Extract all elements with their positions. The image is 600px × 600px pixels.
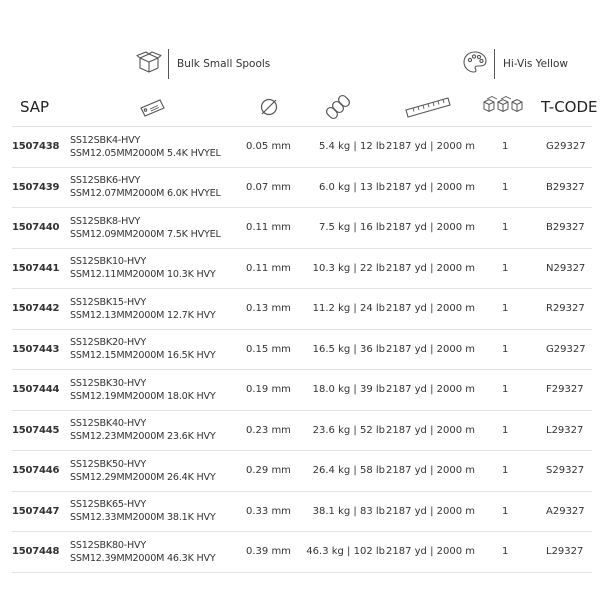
table-row [12,126,592,167]
diameter-value: 0.13 mm [246,303,291,315]
sap-number: 1507440 [12,222,60,234]
breaking-strength-value: 46.3 kg | 102 lb [306,546,385,558]
breaking-strength-value: 5.4 kg | 12 lb [319,141,385,153]
tcode-value: B29327 [546,222,585,234]
boxes-icon [482,94,526,120]
sap-number: 1507444 [12,384,60,396]
product-description [70,208,221,248]
product-detail: SSM12.19MM2000M 18.0K HVY [70,390,216,402]
table-row [12,450,592,491]
quantity-value: 1 [502,546,509,558]
quantity-value: 1 [502,465,509,477]
tcode-value: S29327 [546,465,585,477]
table-row [12,491,592,532]
top-badges [0,48,600,80]
tcode-value: N29327 [546,262,586,274]
breaking-strength-value: 18.0 kg | 39 lb [312,384,385,396]
product-description [70,168,221,208]
product-description [70,411,216,451]
product-code: SS12SBK50-HVY [70,458,147,470]
length-value: 2187 yd | 2000 m [386,546,475,558]
table-row [12,167,592,208]
sap-number: 1507442 [12,303,60,315]
product-description [70,451,216,491]
product-detail: SSM12.05MM2000M 5.4K HVYEL [70,147,221,159]
table-row [12,369,592,410]
breaking-strength-value: 38.1 kg | 83 lb [312,505,385,517]
product-code: SS12SBK20-HVY [70,337,147,349]
diameter-value: 0.39 mm [246,546,291,558]
hi-vis-yellow-label: Hi-Vis Yellow [503,58,568,70]
product-code: SS12SBK15-HVY [70,296,147,308]
quantity-value: 1 [502,384,509,396]
product-description [70,532,216,572]
table-row [12,248,592,289]
table-row [12,329,592,370]
length-value: 2187 yd | 2000 m [386,424,475,436]
length-value: 2187 yd | 2000 m [386,384,475,396]
breaking-strength-value: 10.3 kg | 22 lb [312,262,385,274]
diameter-value: 0.07 mm [246,181,291,193]
quantity-value: 1 [502,505,509,517]
diameter-icon [257,94,281,122]
product-detail: SSM12.11MM2000M 10.3K HVY [70,269,216,281]
table-row [12,207,592,248]
product-code: SS12SBK80-HVY [70,539,147,551]
product-description [70,492,216,532]
length-value: 2187 yd | 2000 m [386,262,475,274]
sap-number: 1507447 [12,505,60,517]
table-row [12,531,592,573]
product-detail: SSM12.13MM2000M 12.7K HVY [70,309,216,321]
product-description [70,370,216,410]
quantity-value: 1 [502,303,509,315]
product-code: SS12SBK40-HVY [70,418,147,430]
product-detail: SSM12.29MM2000M 26.4K HVY [70,471,216,483]
product-description [70,289,216,329]
breaking-strength-value: 26.4 kg | 58 lb [312,465,385,477]
product-detail: SSM12.23MM2000M 23.6K HVY [70,431,216,443]
tcode-value: B29327 [546,181,585,193]
label-tag-icon [138,94,166,122]
length-value: 2187 yd | 2000 m [386,343,475,355]
badge-divider [494,49,495,79]
quantity-value: 1 [502,343,509,355]
product-code: SS12SBK65-HVY [70,499,147,511]
sap-number: 1507441 [12,262,60,274]
sap-number: 1507439 [12,181,60,193]
product-code: SS12SBK6-HVY [70,175,141,187]
tcode-value: L29327 [546,424,584,436]
product-code: SS12SBK10-HVY [70,256,147,268]
bulk-small-spools-label: Bulk Small Spools [177,58,271,70]
length-value: 2187 yd | 2000 m [386,181,475,193]
sap-number: 1507443 [12,343,60,355]
sap-number: 1507438 [12,141,60,153]
product-detail: SSM12.09MM2000M 7.5K HVYEL [70,228,221,240]
quantity-value: 1 [502,424,509,436]
bulk-small-spools-badge [136,48,270,80]
quantity-value: 1 [502,141,509,153]
product-detail: SSM12.07MM2000M 6.0K HVYEL [70,188,221,200]
tcode-value: R29327 [546,303,585,315]
table-row [12,410,592,451]
chain-link-icon [324,94,350,124]
tcode-value: F29327 [546,384,584,396]
quantity-value: 1 [502,181,509,193]
product-code: SS12SBK4-HVY [70,134,141,146]
diameter-value: 0.05 mm [246,141,291,153]
diameter-value: 0.19 mm [246,384,291,396]
tcode-value: L29327 [546,546,584,558]
breaking-strength-value: 23.6 kg | 52 lb [312,424,385,436]
diameter-value: 0.33 mm [246,505,291,517]
length-value: 2187 yd | 2000 m [386,303,475,315]
badge-divider [168,49,169,79]
breaking-strength-value: 6.0 kg | 13 lb [319,181,385,193]
sap-number: 1507448 [12,546,60,558]
product-description [70,127,221,167]
sap-number: 1507445 [12,424,60,436]
length-value: 2187 yd | 2000 m [386,465,475,477]
diameter-value: 0.11 mm [246,262,291,274]
length-value: 2187 yd | 2000 m [386,141,475,153]
table-row [12,288,592,329]
product-description [70,330,216,370]
quantity-value: 1 [502,222,509,234]
quantity-value: 1 [502,262,509,274]
product-detail: SSM12.15MM2000M 16.5K HVY [70,350,216,362]
diameter-value: 0.29 mm [246,465,291,477]
diameter-value: 0.11 mm [246,222,291,234]
tcode-value: G29327 [546,141,586,153]
table-header [0,92,600,126]
product-detail: SSM12.39MM2000M 46.3K HVY [70,552,216,564]
breaking-strength-value: 11.2 kg | 24 lb [312,303,385,315]
header-sap: SAP [20,98,50,116]
product-detail: SSM12.33MM2000M 38.1K HVY [70,512,216,524]
box-icon [136,49,162,79]
length-value: 2187 yd | 2000 m [386,505,475,517]
product-code: SS12SBK30-HVY [70,377,147,389]
breaking-strength-value: 16.5 kg | 36 lb [312,343,385,355]
product-description [70,249,216,289]
sap-number: 1507446 [12,465,60,477]
diameter-value: 0.23 mm [246,424,291,436]
spool-table [12,126,592,573]
product-code: SS12SBK8-HVY [70,215,141,227]
diameter-value: 0.15 mm [246,343,291,355]
tcode-value: G29327 [546,343,586,355]
header-tcode: T-CODE [541,98,598,116]
breaking-strength-value: 7.5 kg | 16 lb [319,222,385,234]
length-value: 2187 yd | 2000 m [386,222,475,234]
hi-vis-yellow-badge [462,48,568,80]
ruler-icon [404,94,452,124]
tcode-value: A29327 [546,505,585,517]
palette-icon [462,49,488,79]
